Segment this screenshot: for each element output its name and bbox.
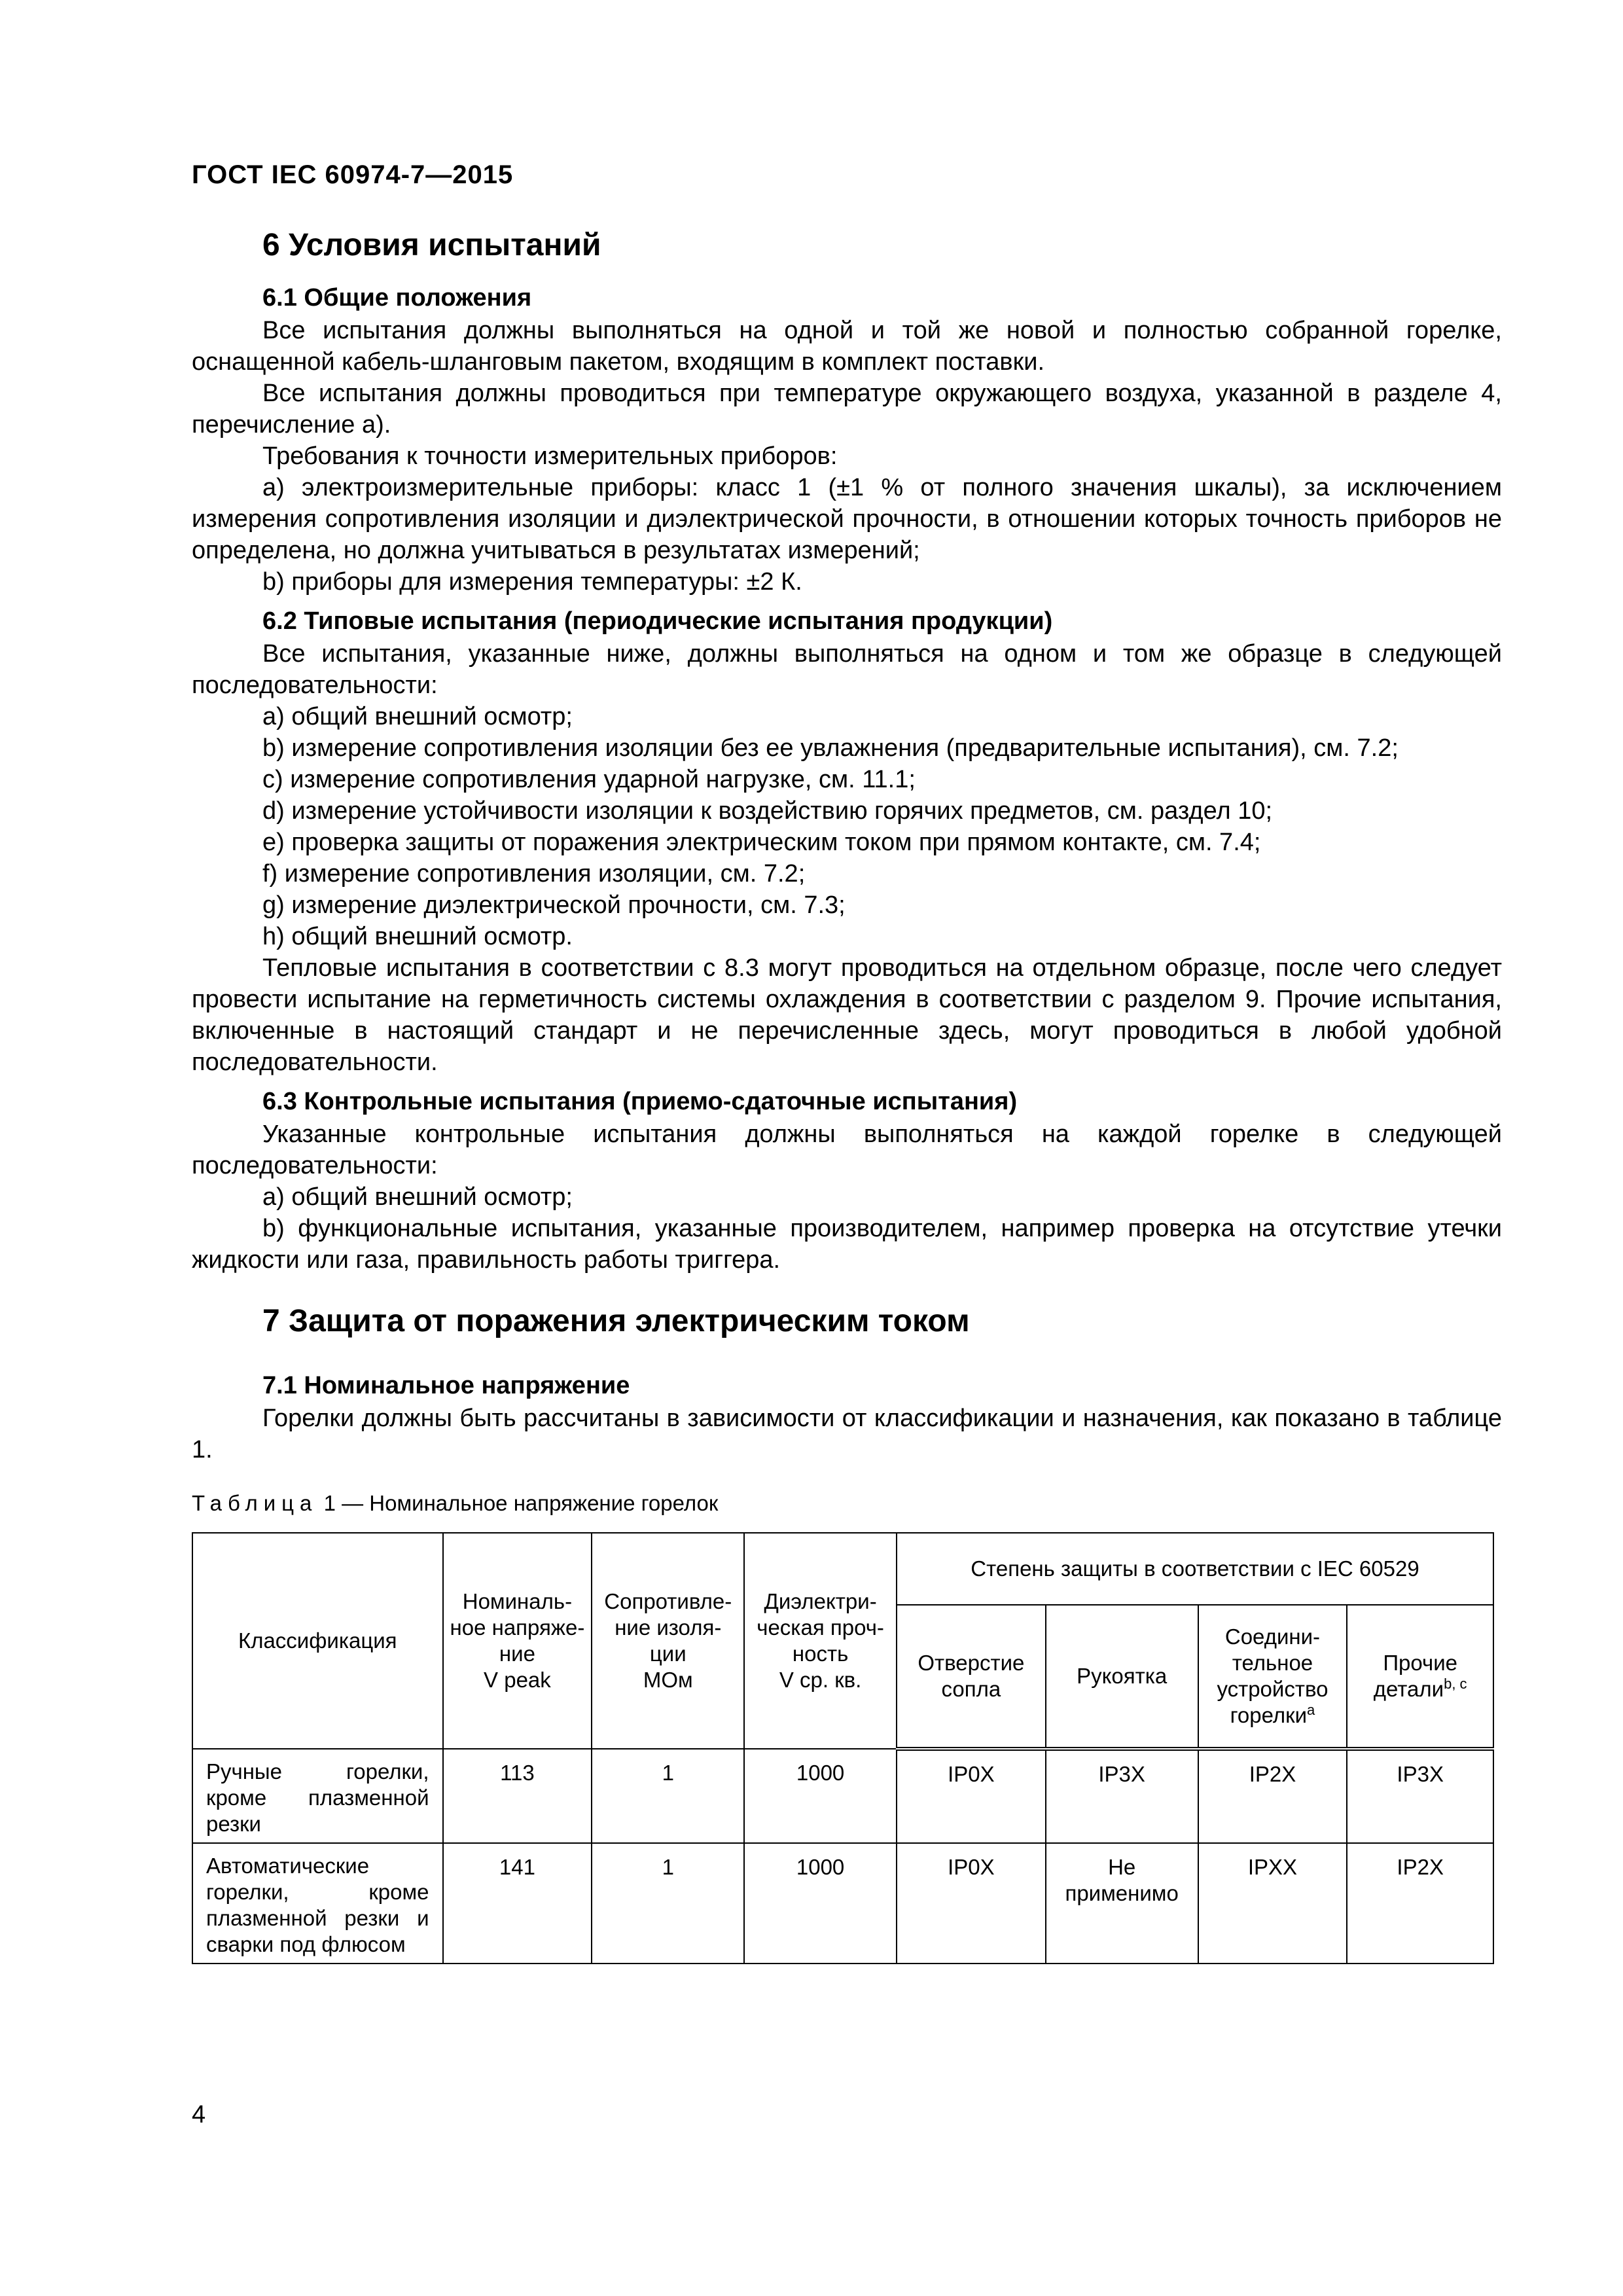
paragraph: Указанные контрольные испытания должны выполняться на каждой горелке в следующей последовательности: — [192, 1121, 1502, 1179]
header-voltage: Номиналь-ное напряже-ние V peak — [443, 1533, 592, 1749]
table-number: 1 — [323, 1491, 336, 1515]
header-dielectric: Диэлектри-ческая проч-ность V ср. кв. — [744, 1533, 897, 1749]
list-item: b) функциональные испытания, указанные производителем, например проверка на отсутствие утечки жидкости или газа, правильность работы триггера. — [192, 1215, 1502, 1274]
cell-insulation: 1 — [592, 1749, 744, 1843]
section-6-title: 6 Условия испытаний — [262, 228, 601, 262]
list-item: h) общий внешний осмотр. — [262, 923, 573, 950]
cell-handle: IP3X — [1046, 1749, 1198, 1843]
cell-nozzle: IP0X — [897, 1749, 1046, 1843]
paragraph: Все испытания, указанные ниже, должны выполняться на одном и том же образце в следующей последовательности: — [192, 640, 1502, 699]
header-dielectric-unit: V ср. кв. — [779, 1668, 862, 1692]
list-item: g) измерение диэлектрической прочности, см. 7.3; — [262, 891, 846, 919]
cell-classification: Ручные горелки, кроме плазменной резки — [192, 1749, 443, 1843]
cell-handle: Не применимо — [1046, 1843, 1198, 1964]
list-item: а) общий внешний осмотр; — [262, 1183, 573, 1211]
voltage-table — [192, 1532, 1494, 1964]
subsection-6-2-title: 6.2 Типовые испытания (периодические испытания продукции) — [262, 607, 1053, 635]
list-item: а) электроизмерительные приборы: класс 1 (±1 % от полного значения шкалы), за исключением измерения сопротивления изоляции и диэлектрической прочности, в отношении которых точность приборов не определена, но должна учитываться в результатах измерений; — [192, 474, 1502, 564]
paragraph: Тепловые испытания в соответствии с 8.3 могут проводиться на отдельном образце, после чего следует провести испытание на герметичность системы охлаждения в соответствии с разделом 9. Прочие испытания, включенные в настоящий стандарт и не перечисленные здесь, могут проводиться в любой удобной последовательности. — [192, 954, 1502, 1076]
header-other: Прочие детали$^{b, c}$ — [1347, 1605, 1493, 1749]
header-insulation: Сопротивле-ние изоля-ции МОм — [592, 1533, 744, 1749]
paragraph: Требования к точности измерительных приборов: — [262, 442, 838, 470]
cell-nozzle: IP0X — [897, 1843, 1046, 1964]
subsection-6-3-title: 6.3 Контрольные испытания (приемо-сдаточные испытания) — [262, 1088, 1018, 1115]
paragraph: Все испытания должны проводиться при температуре окружающего воздуха, указанной в разделе 4, перечисление а). — [192, 380, 1502, 439]
header-insulation-unit: МОм — [643, 1668, 693, 1692]
list-item: а) общий внешний осмотр; — [262, 703, 573, 730]
cell-voltage: 141 — [443, 1843, 592, 1964]
cell-other: IP3X — [1347, 1749, 1493, 1843]
page-content — [192, 226, 1502, 1964]
cell-classification: Автоматические горелки, кроме плазменной резки и сварки под флюсом — [192, 1843, 443, 1964]
list-item: с) измерение сопротивления ударной нагрузке, см. 11.1; — [262, 766, 916, 793]
cell-insulation: 1 — [592, 1843, 744, 1964]
footnote-marker: a — [1307, 1702, 1315, 1718]
cell-connector: IPXX — [1198, 1843, 1347, 1964]
cell-other: IP2X — [1347, 1843, 1493, 1964]
header-connector: Соедини-тельное устройство горелки$^a$ — [1198, 1605, 1347, 1749]
page-number: 4 — [192, 2101, 206, 2128]
header-handle: Рукоятка — [1046, 1605, 1198, 1749]
header-classification: Классификация — [192, 1533, 443, 1749]
section-7-title: 7 Защита от поражения электрическим током — [262, 1304, 970, 1338]
list-item: f) измерение сопротивления изоляции, см. 7.2; — [262, 860, 806, 888]
list-item: b) приборы для измерения температуры: ±2 К. — [262, 568, 802, 596]
table-title: — Номинальное напряжение горелок — [342, 1491, 719, 1515]
document-code: ГОСТ IEC 60974-7—2015 — [192, 160, 514, 189]
header-nozzle: Отверстие сопла — [897, 1605, 1046, 1749]
paragraph: Все испытания должны выполняться на одной и той же новой и полностью собранной горелке, оснащенной кабель-шланговым пакетом, входящим в комплект поставки. — [192, 317, 1502, 376]
subsection-6-1-title: 6.1 Общие положения — [262, 284, 532, 312]
list-item: е) проверка защиты от поражения электрическим током при прямом контакте, см. 7.4; — [262, 829, 1261, 856]
table-caption — [192, 1489, 1502, 1518]
header-voltage-unit: V peak — [484, 1668, 551, 1692]
table-row — [192, 1843, 1493, 1964]
subsection-7-1-title: 7.1 Номинальное напряжение — [262, 1372, 630, 1399]
list-item: b) измерение сопротивления изоляции без ее увлажнения (предварительные испытания), см. 7.2; — [262, 734, 1399, 762]
cell-dielectric: 1000 — [744, 1749, 897, 1843]
table-label: Таблица — [192, 1491, 318, 1515]
cell-dielectric: 1000 — [744, 1843, 897, 1964]
cell-voltage: 113 — [443, 1749, 592, 1843]
cell-connector: IP2X — [1198, 1749, 1347, 1843]
list-item: d) измерение устойчивости изоляции к воздействию горячих предметов, см. раздел 10; — [262, 797, 1273, 825]
header-protection-group: Степень защиты в соответствии с IEC 60529 — [897, 1533, 1493, 1605]
paragraph: Горелки должны быть рассчитаны в зависимости от классификации и назначения, как показано в таблице 1. — [192, 1405, 1502, 1463]
footnote-marker: b, c — [1444, 1676, 1467, 1692]
table-row — [192, 1749, 1493, 1843]
